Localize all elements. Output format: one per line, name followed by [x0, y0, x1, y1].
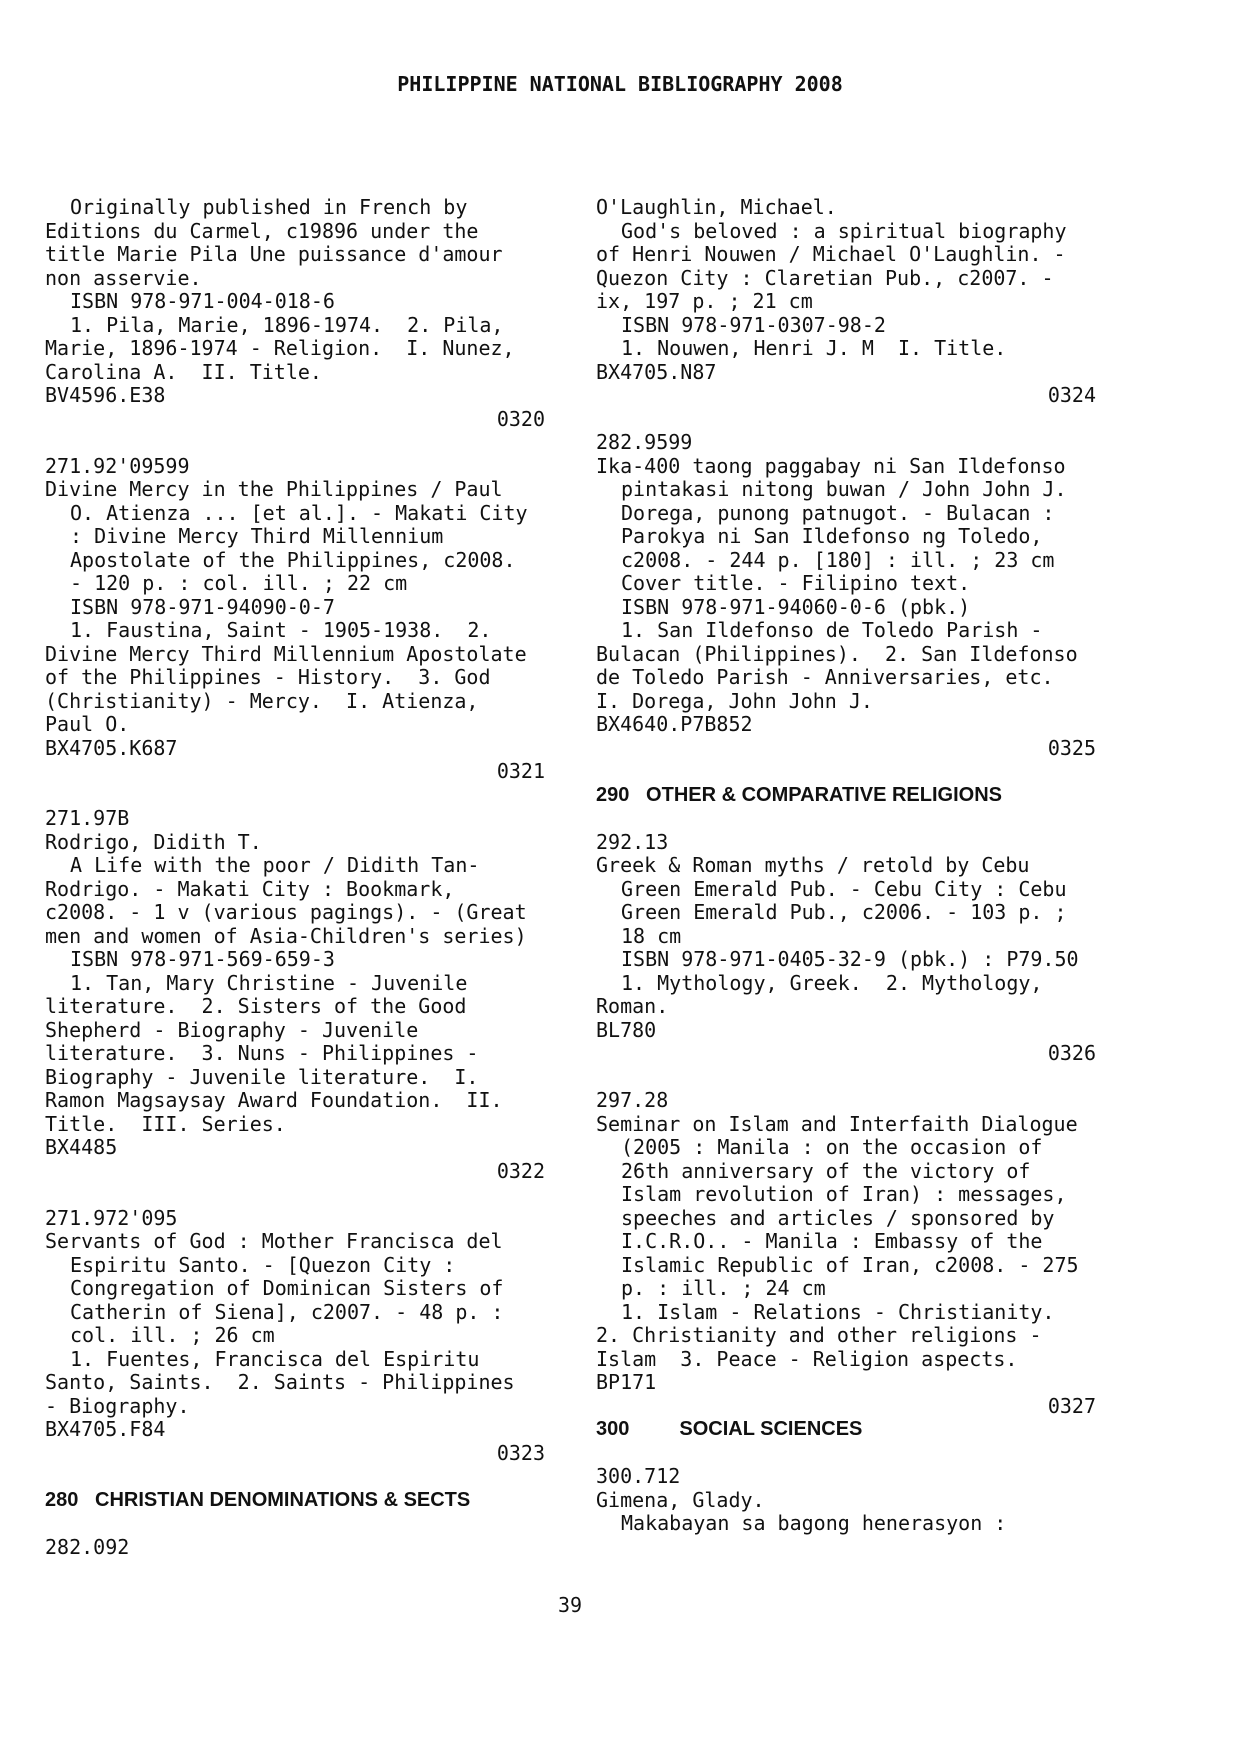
entry-number: 0326	[1047, 1041, 1096, 1065]
entry-line: Islam revolution of Iran) : messages,	[621, 1182, 1067, 1206]
entry-classification: 300.712	[596, 1464, 681, 1488]
page-title: PHILIPPINE NATIONAL BIBLIOGRAPHY 2008	[397, 72, 843, 96]
entry-line: I. Dorega, John John J.	[596, 688, 873, 713]
entry-classification: 282.9599	[596, 430, 693, 454]
entry-number: 0322	[496, 1158, 545, 1183]
entry-line: Quezon City : Claretian Pub., c2007. -	[596, 265, 1054, 290]
entry-line: Roman.	[596, 994, 669, 1018]
entry-line: c2008. - 1 v (various pagings). - (Great	[45, 900, 527, 924]
entry-line: 1. Faustina, Saint - 1905-1938. 2.	[70, 618, 492, 642]
bib-entry-0321	[45, 455, 545, 784]
entry-line: A Life with the poor / Didith Tan-	[70, 853, 480, 877]
entry-line: Rodrigo. - Makati City : Bookmark,	[45, 876, 455, 901]
entry-line: Makabayan sa bagong henerasyon :	[621, 1511, 1007, 1535]
bib-entry-0324	[596, 196, 1096, 408]
entry-line: literature. 3. Nuns - Philippines -	[45, 1041, 479, 1065]
entry-line: 1. Pila, Marie, 1896-1974. 2. Pila,	[70, 312, 504, 337]
entry-line: : Divine Mercy Third Millennium	[70, 524, 444, 548]
entry-line: 1. Islam - Relations - Christianity.	[621, 1299, 1055, 1324]
entry-line: 26th anniversary of the victory of	[621, 1158, 1031, 1183]
entry-call-number: BX4705.F84	[45, 1417, 166, 1441]
entry-line: non asservie.	[45, 265, 202, 290]
entry-line: Islamic Republic of Iran, c2008. - 275	[621, 1252, 1079, 1277]
bib-entry-next	[596, 1465, 1096, 1536]
entry-line: Espiritu Santo. - [Quezon City :	[70, 1252, 456, 1277]
entry-line: of the Philippines - History. 3. God	[45, 665, 491, 689]
entry-line: Shepherd - Biography - Juvenile	[45, 1017, 419, 1042]
entry-call-number: BP171	[596, 1370, 657, 1394]
bib-entry-0327	[596, 1089, 1096, 1418]
bib-entry-0326	[596, 831, 1096, 1066]
bib-entry-0325	[596, 431, 1096, 760]
entry-line: Ika-400 taong paggabay ni San Ildefonso	[596, 453, 1066, 478]
entry-call-number: BX4705.N87	[596, 359, 717, 384]
entry-number: 0327	[1047, 1393, 1096, 1418]
entry-line: Servants of God : Mother Francisca del	[45, 1229, 503, 1253]
bib-entry-0323	[45, 1207, 545, 1466]
entry-call-number: BL780	[596, 1017, 657, 1042]
section-code: 290	[596, 783, 630, 806]
entry-line: Ramon Magsaysay Award Foundation. II.	[45, 1088, 503, 1112]
entry-line: 1. Nouwen, Henri J. M I. Title.	[621, 336, 1007, 360]
entry-line: c2008. - 244 p. [180] : ill. ; 23 cm	[621, 547, 1055, 572]
entry-isbn: ISBN 978-971-004-018-6	[70, 289, 335, 313]
entry-number: 0325	[1047, 735, 1096, 760]
entry-line: col. ill. ; 26 cm	[70, 1323, 275, 1347]
entry-line: Greek & Roman myths / retold by Cebu	[596, 853, 1030, 877]
entry-line: - 120 p. : col. ill. ; 22 cm	[70, 571, 408, 595]
entry-line: de Toledo Parish - Anniversaries, etc.	[596, 665, 1054, 689]
entry-line: 2. Christianity and other religions -	[596, 1323, 1042, 1347]
section-title: OTHER & COMPARATIVE RELIGIONS	[646, 783, 1002, 806]
entry-line: Editions du Carmel, c19896 under the	[45, 218, 479, 243]
entry-line: 18 cm	[621, 923, 682, 948]
entry-call-number: BX4705.K687	[45, 735, 178, 760]
bib-entry-0322	[45, 807, 545, 1183]
section-title: CHRISTIAN DENOMINATIONS & SECTS	[95, 1488, 471, 1511]
entry-line: Carolina A. II. Title.	[45, 359, 322, 384]
bib-entry-0320	[45, 196, 545, 431]
entry-call-number: BX4485	[45, 1135, 118, 1159]
entry-line: p. : ill. ; 24 cm	[621, 1276, 826, 1300]
entry-line: Title. III. Series.	[45, 1111, 286, 1136]
entry-classification: 271.92'09599	[45, 453, 190, 478]
entry-line: Green Emerald Pub. - Cebu City : Cebu	[621, 876, 1067, 901]
entry-line: 1. Mythology, Greek. 2. Mythology,	[621, 970, 1043, 995]
entry-call-number: BV4596.E38	[45, 383, 166, 407]
entry-line: Apostolate of the Philippines, c2008.	[70, 547, 516, 572]
entry-line: Dorega, punong patnugot. - Bulacan :	[621, 500, 1055, 525]
entry-isbn: ISBN 978-971-94060-0-6 (pbk.)	[621, 594, 971, 619]
entry-line: 1. Fuentes, Francisca del Espiritu	[70, 1346, 480, 1371]
entry-line: Divine Mercy in the Philippines / Paul	[45, 477, 503, 501]
entry-call-number: BX4640.P7B852	[596, 712, 753, 736]
entry-line: O. Atienza ... [et al.]. - Makati City	[70, 500, 528, 525]
entry-line: Parokya ni San Ildefonso ng Toledo,	[621, 524, 1043, 548]
entry-line: (2005 : Manila : on the occasion of	[621, 1135, 1043, 1159]
entry-line: Bulacan (Philippines). 2. San Ildefonso	[596, 641, 1078, 666]
entry-line: 1. Tan, Mary Christine - Juvenile	[70, 970, 468, 995]
section-heading-300	[596, 1418, 1096, 1442]
entry-line: Congregation of Dominican Sisters of	[70, 1276, 504, 1300]
entry-line: God's beloved : a spiritual biography	[621, 218, 1067, 243]
entry-line: (Christianity) - Mercy. I. Atienza,	[45, 688, 479, 713]
entry-line: - Biography.	[45, 1393, 190, 1418]
entry-line: 1. San Ildefonso de Toledo Parish -	[621, 618, 1043, 642]
entry-line: I.C.R.O.. - Manila : Embassy of the	[621, 1229, 1043, 1253]
entry-line: Paul O.	[45, 712, 130, 736]
entry-line: Biography - Juvenile literature. I.	[45, 1064, 479, 1089]
entry-line: speeches and articles / sponsored by	[621, 1205, 1055, 1230]
entry-line: ix, 197 p. ; 21 cm	[596, 289, 813, 313]
entry-line: O'Laughlin, Michael.	[596, 195, 837, 219]
left-column	[45, 196, 545, 1559]
entry-isbn: ISBN 978-971-0405-32-9 (pbk.) : P79.50	[621, 947, 1079, 971]
entry-line: pintakasi nitong buwan / John John J.	[621, 477, 1067, 501]
entry-line: Santo, Saints. 2. Saints - Philippines	[45, 1370, 515, 1394]
entry-number: 0321	[496, 759, 545, 783]
entry-classification: 271.97B	[45, 806, 130, 830]
entry-line: Catherin of Siena], c2007. - 48 p. :	[70, 1299, 504, 1324]
entry-classification: 282.092	[45, 1534, 130, 1559]
entry-classification: 271.972'095	[45, 1205, 178, 1230]
right-column	[596, 196, 1096, 1536]
entry-number: 0323	[496, 1440, 545, 1465]
section-heading-290	[596, 784, 1096, 808]
section-heading-280	[45, 1489, 545, 1513]
entry-line: of Henri Nouwen / Michael O'Laughlin. -	[596, 242, 1066, 266]
entry-number: 0320	[496, 406, 545, 431]
entry-line: Cover title. - Filipino text.	[621, 571, 971, 595]
entry-line: men and women of Asia-Children's series)	[45, 923, 527, 948]
entry-line: title Marie Pila Une puissance d'amour	[45, 242, 503, 266]
entry-line: Seminar on Islam and Interfaith Dialogue	[596, 1111, 1078, 1136]
entry-number: 0324	[1047, 383, 1096, 407]
entry-line: Rodrigo, Didith T.	[45, 829, 262, 854]
entry-line: Green Emerald Pub., c2006. - 103 p. ;	[621, 900, 1067, 924]
entry-line: Divine Mercy Third Millennium Apostolate	[45, 641, 527, 666]
entry-classification: 292.13	[596, 829, 669, 854]
section-code: 280	[45, 1488, 79, 1511]
page-number: 39	[557, 1593, 583, 1617]
entry-line: literature. 2. Sisters of the Good	[45, 994, 467, 1018]
entry-isbn: ISBN 978-971-0307-98-2	[621, 312, 886, 337]
entry-line: Islam 3. Peace - Religion aspects.	[596, 1346, 1018, 1371]
entry-classification: 297.28	[596, 1088, 669, 1112]
section-title: SOCIAL SCIENCES	[679, 1418, 863, 1440]
section-code: 300	[596, 1418, 630, 1440]
entry-isbn: ISBN 978-971-569-659-3	[70, 947, 335, 971]
entry-isbn: ISBN 978-971-94090-0-7	[70, 594, 335, 619]
entry-line: Originally published in French by	[70, 195, 468, 219]
entry-line: Gimena, Glady.	[596, 1487, 765, 1512]
entry-line: Marie, 1896-1974 - Religion. I. Nunez,	[45, 336, 515, 360]
